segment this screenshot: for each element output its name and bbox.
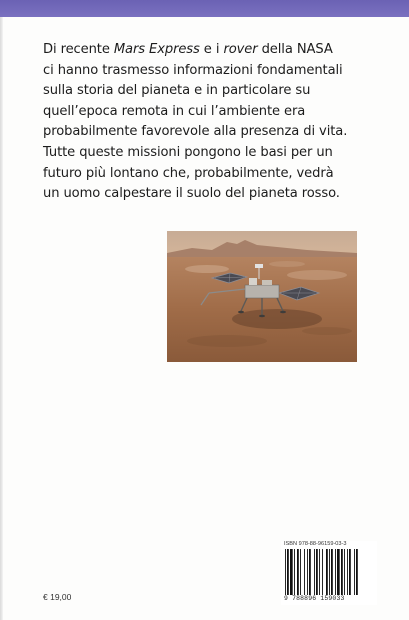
blurb-line-4: quell’epoca remota in cui l’ambiente era <box>43 103 306 119</box>
blurb-line-3: sulla storia del pianeta e in particolare su <box>43 83 311 99</box>
blurb-line-5: probabilmente favorevole alla presenza di vita. <box>43 124 348 140</box>
blurb-line-1 <box>43 40 383 61</box>
blurb-line-7: futuro più lontano che, probabilmente, vedrà <box>43 165 334 181</box>
rover-italic: rover <box>223 42 258 57</box>
blurb-line-8: un uomo calpestare il suolo del pianeta rosso. <box>43 186 340 202</box>
price-label: € 19,00 <box>43 592 72 602</box>
blurb-text <box>43 40 383 205</box>
barcode <box>284 549 377 595</box>
blurb-line-1-middle: e i <box>199 42 224 57</box>
isbn-label: ISBN 978-88-96159-03-3 <box>284 541 347 547</box>
blurb-line-1-end: della NASA <box>257 42 333 57</box>
isbn-barcode-block <box>281 541 377 605</box>
lander-shadow <box>232 309 322 329</box>
blurb-line-1-start: Di recente <box>43 42 114 57</box>
spine-edge-shadow <box>0 17 3 620</box>
top-color-band <box>0 0 409 17</box>
mars-lander-illustration <box>167 231 357 362</box>
blurb-line-2: ci hanno trasmesso informazioni fondamentali <box>43 62 343 78</box>
mars-express-italic: Mars Express <box>113 42 200 57</box>
lander-deck <box>245 285 279 298</box>
blurb-line-6: Tutte queste missioni pongono le basi per un <box>43 144 333 160</box>
barcode-number: 9 788896 159033 <box>284 595 345 602</box>
